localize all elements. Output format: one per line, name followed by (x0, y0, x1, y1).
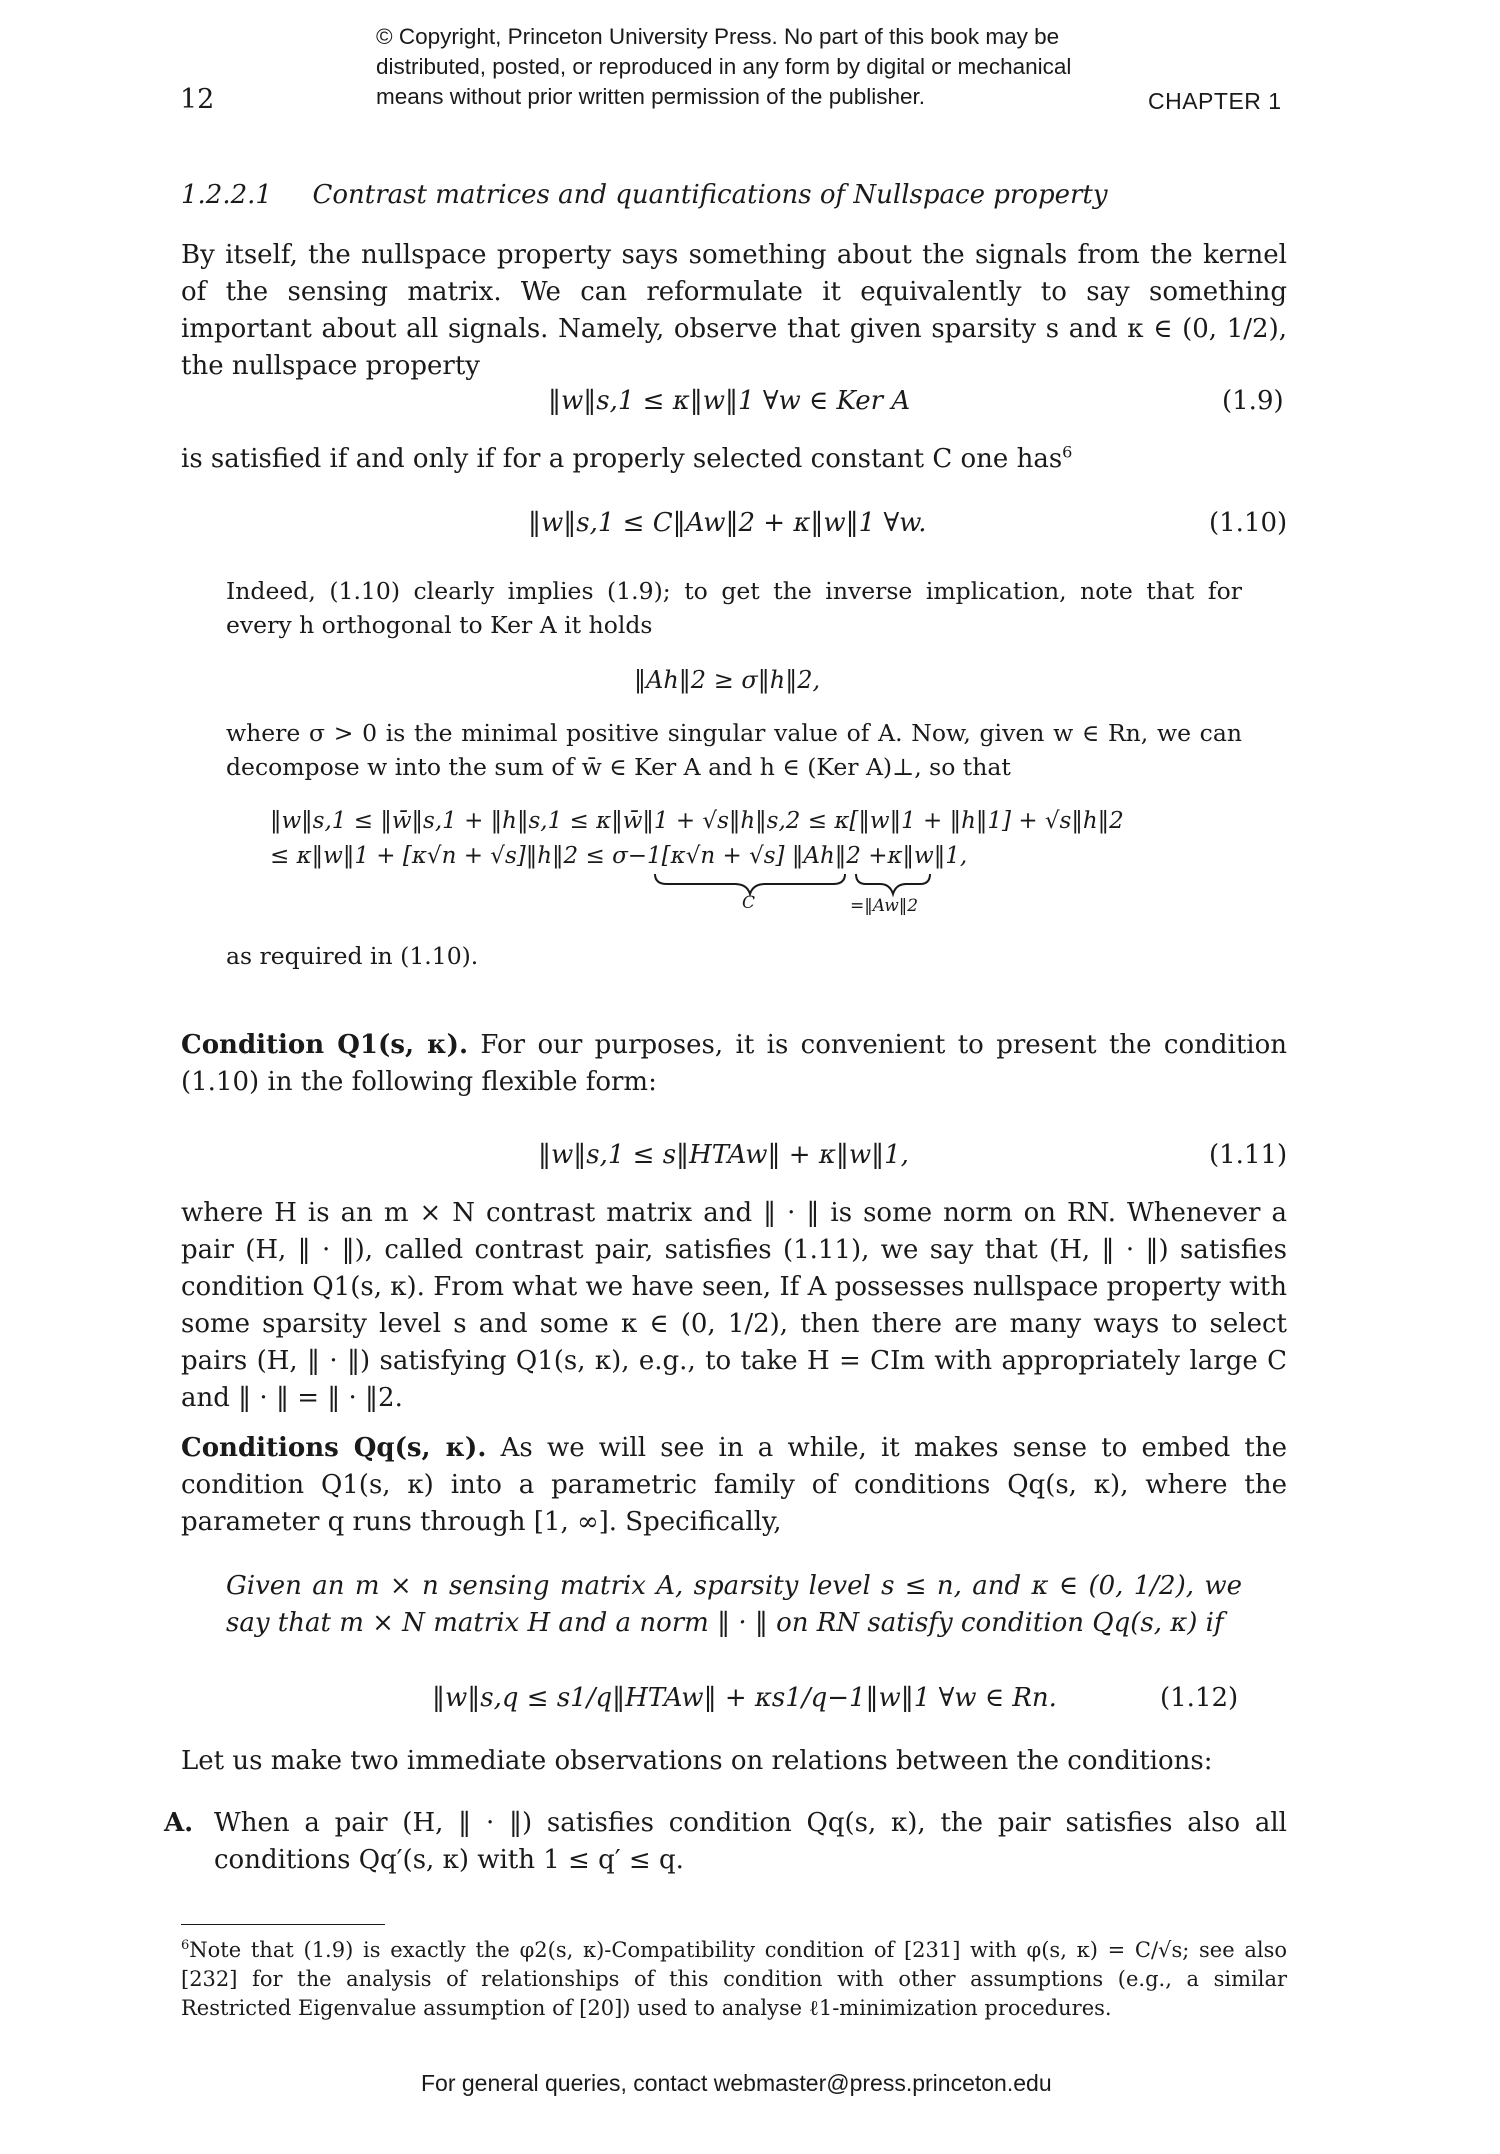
footer-contact: For general queries, contact webmaster@press.princeton.edu (421, 2070, 1052, 2096)
copyright-line-1: © Copyright, Princeton University Press. No part of this book may be (376, 24, 1060, 49)
underbrace-label-C: C (742, 893, 756, 913)
equation-number-1-9: (1.9) (1222, 386, 1284, 416)
chapter-label: CHAPTER 1 (1148, 88, 1282, 114)
paragraph-4: Let us make two immediate observations on relations between the conditions: (181, 1746, 1213, 1776)
item-a-label: A. (164, 1808, 194, 1838)
item-a-text: When a pair (H, ‖ · ‖) satisfies condition Qq(s, κ), the pair satisfies also all conditions Qq′(s, κ) with 1 ≤ q′ ≤ q. (214, 1808, 1287, 1875)
section-number: 1.2.2.1 (181, 180, 272, 210)
condition-qq-paragraph (181, 1430, 1287, 1541)
paragraph-1-text: By itself, the nullspace property says something about the signals from the kernel of the sensing matrix. We can reformulate it equivalently to say something important about all signals. Namely, observe that given sparsity s and κ ∈ (0, 1/2), the nullspace property (181, 240, 1287, 381)
equation-1-12: ‖w‖s,q ≤ s1/q‖HTAw‖ + κs1/q−1‖w‖1 ∀w ∈ Rn. (432, 1683, 1057, 1713)
paragraph-2-text: is satisfied if and only if for a properly selected constant C one has (181, 444, 1063, 474)
copyright-notice (376, 22, 1156, 112)
section-title: Contrast matrices and quantifications of Nullspace property (312, 180, 1108, 210)
paragraph-3: where H is an m × N contrast matrix and ‖ · ‖ is some norm on RN. Whenever a pair (H, ‖ · ‖), called contrast pair, satisfies (1.11), we say that (H, ‖ · ‖) satisfies condition Q1(s, κ). From what we have seen, If A possesses nullspace property with some sparsity level s and some κ ∈ (0, 1/2), then there are many ways to select pairs (H, ‖ · ‖) satisfying Q1(s, κ), e.g., to take H = CIm with appropriately large C and ‖ · ‖ = ‖ · ‖2. (181, 1198, 1287, 1413)
equation-1-10: ‖w‖s,1 ≤ C‖Aw‖2 + κ‖w‖1 ∀w. (528, 508, 927, 538)
underbrace-C (655, 874, 845, 894)
copyright-line-2: distributed, posted, or reproduced in any form by digital or mechanical (376, 54, 1072, 79)
section-heading (181, 180, 1108, 210)
footnote-rule (181, 1924, 385, 1925)
page-number: 12 (180, 84, 215, 115)
proof-paragraph-3: as required in (1.10). (226, 942, 479, 970)
underbrace-Aw (856, 874, 930, 894)
underbrace-label-Aw: =‖Aw‖2 (850, 896, 919, 916)
proof-paragraph-2: where σ > 0 is the minimal positive singular value of A. Now, given w ∈ Rn, we can decompose w into the sum of w̄ ∈ Ker A and h ∈ (Ker A)⊥, so that (226, 719, 1242, 781)
copyright-line-3: means without prior written permission of the publisher. (376, 84, 926, 109)
equation-1-11: ‖w‖s,1 ≤ s‖HTAw‖ + κ‖w‖1, (538, 1140, 909, 1170)
footnote-ref-6[interactable]: 6 (1062, 442, 1073, 462)
equation-1-9: ‖w‖s,1 ≤ κ‖w‖1 ∀w ∈ Ker A (548, 386, 911, 416)
equation-number-1-10: (1.10) (1209, 508, 1288, 538)
footnote-mark: 6 (181, 1938, 190, 1953)
footnote-6 (181, 1936, 1287, 2023)
paragraph-2 (181, 441, 1072, 478)
condition-qq-text: As we will see in a while, it makes sense to embed the condition Q1(s, κ) into a parametric family of conditions Qq(s, κ), where the parameter q runs through [1, ∞]. Specifically, (181, 1433, 1288, 1537)
paragraph-1 (181, 237, 1287, 385)
equation-number-1-12: (1.12) (1160, 1683, 1239, 1713)
proof-paragraph-1: Indeed, (1.10) clearly implies (1.9); to get the inverse implication, note that for every h orthogonal to Ker A it holds (226, 577, 1242, 639)
condition-q1-heading: Condition Q1(s, κ). (181, 1030, 469, 1060)
equation-number-1-11: (1.11) (1209, 1140, 1288, 1170)
definition-text: Given an m × n sensing matrix A, sparsity level s ≤ n, and κ ∈ (0, 1/2), we say that m × N matrix H and a norm ‖ · ‖ on RN satisfy condition Qq(s, κ) if (226, 1571, 1242, 1638)
inequality-chain-line-1: ‖w‖s,1 ≤ ‖w̄‖s,1 + ‖h‖s,1 ≤ κ‖w̄‖1 + √s‖h‖s,2 ≤ κ[‖w‖1 + ‖h‖1] + √s‖h‖2 (270, 808, 1124, 834)
footnote-text: Note that (1.9) is exactly the φ2(s, κ)-Compatibility condition of [231] with φ(s, κ) = C/√s; see also [232] for the analysis of relationships of this condition with other assumptions (e.g., a similar Restricted Eigenvalue assumption of [20]) used to analyse ℓ1-minimization procedures. (181, 1938, 1287, 2020)
inequality-chain-line-2: ≤ κ‖w‖1 + [κ√n + √s]‖h‖2 ≤ σ−1[κ√n + √s] ‖Ah‖2 +κ‖w‖1, (270, 843, 968, 869)
condition-q1-paragraph (181, 1027, 1287, 1101)
equation-sigma: ‖Ah‖2 ≥ σ‖h‖2, (634, 666, 821, 694)
condition-qq-heading: Conditions Qq(s, κ). (181, 1433, 487, 1463)
condition-q1-text: For our purposes, it is convenient to present the condition (1.10) in the following flexible form: (181, 1030, 1287, 1097)
